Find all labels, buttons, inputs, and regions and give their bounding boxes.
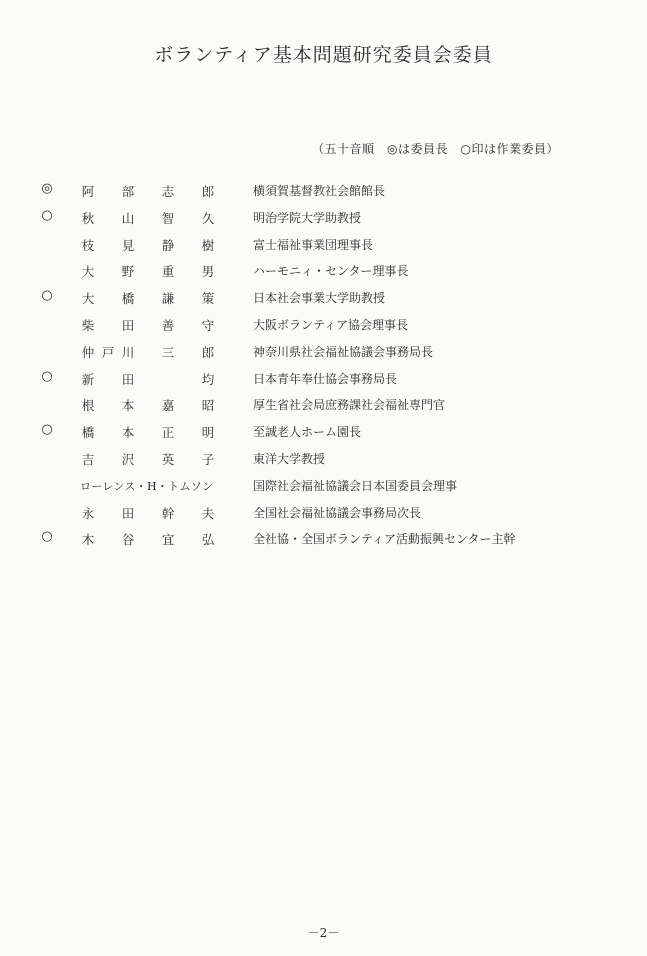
- member-name-char: 謙: [161, 291, 175, 307]
- member-name-char: 橋: [121, 291, 135, 307]
- member-affiliation: 明治学院大学助教授: [253, 210, 362, 225]
- member-name-char: 橋: [81, 425, 95, 441]
- member-name-char: 明: [201, 425, 215, 441]
- member-name-char: 見: [121, 237, 135, 253]
- member-affiliation: 国際社会福祉協議会日本国委員会理事: [253, 478, 458, 493]
- member-name-char: 仲: [81, 344, 95, 360]
- member-mark: ◎: [41, 181, 53, 196]
- member-row: [0, 366, 647, 393]
- member-name-char: 重: [161, 264, 175, 280]
- member-name-char: 嘉: [161, 398, 175, 414]
- member-name-char: 善: [161, 317, 175, 333]
- member-affiliation: 全国社会福祉協議会事務局次長: [253, 505, 422, 520]
- member-affiliation: 東洋大学教授: [253, 451, 326, 466]
- member-name-full: ローレンス・H・トムソン: [80, 479, 214, 493]
- member-name-char: 昭: [201, 398, 215, 414]
- member-affiliation: 神奈川県社会福祉協議会事務局長: [253, 344, 434, 359]
- member-name-char: 英: [161, 451, 175, 467]
- member-name-char: 木: [81, 532, 95, 548]
- member-affiliation: 横須賀基督教社会館館長: [253, 184, 386, 198]
- member-name-char: 阿: [81, 184, 95, 199]
- member-name-char: 夫: [201, 505, 215, 521]
- member-name-char: 樹: [201, 237, 215, 253]
- member-row: [0, 205, 647, 232]
- member-row: [0, 392, 647, 419]
- member-name-char: 部: [121, 184, 135, 199]
- member-name-char: 静: [161, 237, 175, 253]
- member-mark: ○: [41, 529, 53, 545]
- member-name-char: 男: [201, 264, 215, 280]
- member-name-char: 郎: [201, 344, 215, 360]
- member-list: [0, 178, 647, 553]
- member-name-char: 均: [201, 371, 215, 387]
- member-name-char: 郎: [201, 184, 215, 199]
- member-name-char: 田: [121, 317, 135, 333]
- member-name-char: 沢: [121, 451, 135, 467]
- member-name-char: 戸: [101, 344, 115, 360]
- member-name-char: 根: [81, 398, 95, 414]
- member-row: [0, 258, 647, 285]
- member-mark: ○: [41, 422, 53, 438]
- member-name-char: 弘: [201, 532, 215, 548]
- member-name-char: 川: [121, 344, 135, 360]
- member-name-char: 山: [121, 210, 135, 226]
- member-name-char: 志: [161, 184, 175, 199]
- member-name-char: 久: [201, 210, 215, 226]
- member-row: [0, 339, 647, 366]
- member-name-char: 吉: [81, 451, 95, 467]
- member-mark: ○: [41, 368, 53, 384]
- member-name-char: 柴: [81, 317, 95, 333]
- member-name-char: 正: [161, 425, 175, 441]
- member-affiliation: 富士福祉事業団理事長: [253, 237, 374, 252]
- legend-note: （五十音順 ◎は委員長 ○印は作業委員）: [312, 142, 559, 156]
- member-name-char: 大: [81, 264, 95, 280]
- member-name-char: 谷: [121, 532, 135, 548]
- member-affiliation: 至誠老人ホーム園長: [253, 425, 362, 440]
- member-name-char: 大: [81, 291, 95, 307]
- member-name-char: 永: [81, 505, 95, 521]
- page-title: ボランティア基本問題研究委員会委員: [154, 44, 493, 66]
- member-affiliation: 日本青年奉仕協会事務局長: [253, 371, 398, 386]
- member-row: [0, 178, 647, 205]
- member-name-char: 三: [161, 344, 175, 360]
- member-name-char: 宜: [161, 532, 175, 548]
- member-name-char: 新: [81, 371, 95, 387]
- member-row: [0, 473, 647, 500]
- member-row: [0, 285, 647, 312]
- member-name-char: 智: [161, 210, 175, 226]
- member-row: [0, 446, 647, 473]
- member-row: [0, 232, 647, 259]
- member-name-char: 策: [201, 291, 215, 307]
- member-mark: ○: [41, 288, 53, 304]
- member-row: [0, 526, 647, 553]
- member-affiliation: 厚生省社会局庶務課社会福祉専門官: [253, 398, 446, 413]
- member-affiliation: 全社協・全国ボランティア活動振興センター主幹: [253, 532, 516, 547]
- page-number: －2－: [307, 926, 340, 940]
- member-mark: ○: [41, 207, 53, 223]
- member-name-char: 本: [121, 425, 135, 441]
- member-row: [0, 500, 647, 527]
- member-name-char: 田: [121, 371, 135, 387]
- member-row: [0, 312, 647, 339]
- member-affiliation: ハーモニィ・センター理事長: [253, 264, 409, 279]
- member-name-char: 秋: [81, 210, 95, 226]
- member-name-char: 子: [201, 451, 215, 467]
- member-name-char: 田: [121, 505, 135, 521]
- member-name-char: 野: [121, 264, 135, 280]
- member-row: [0, 419, 647, 446]
- member-affiliation: 日本社会事業大学助教授: [253, 291, 386, 306]
- member-name-char: 本: [121, 398, 135, 414]
- member-affiliation: 大阪ボランティア協会理事長: [253, 317, 409, 332]
- member-name-char: 幹: [161, 505, 175, 521]
- member-name-char: 枝: [81, 237, 95, 253]
- member-name-char: 守: [201, 317, 215, 333]
